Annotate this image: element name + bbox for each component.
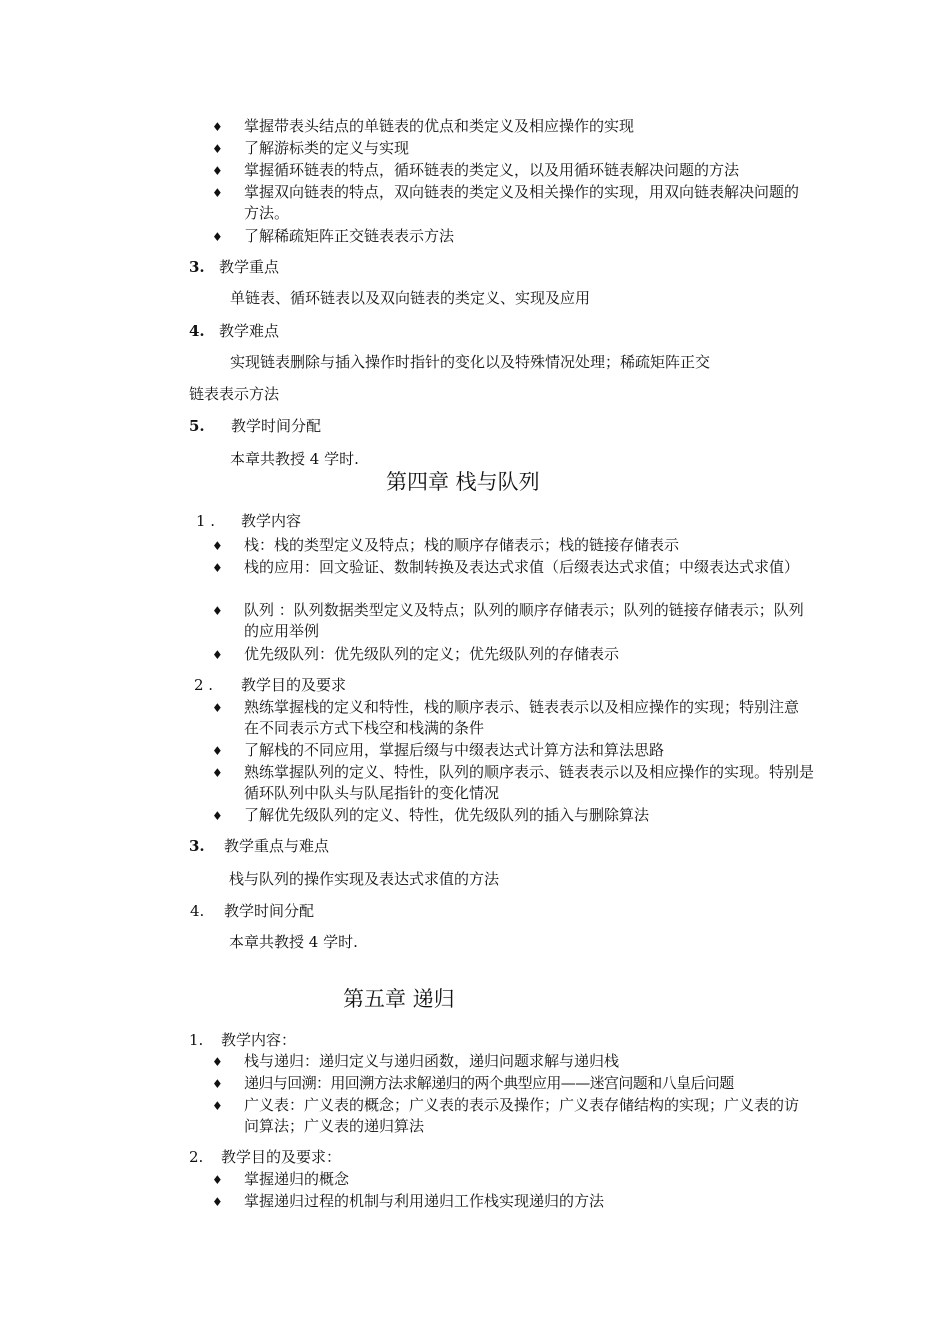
list-item: 了解稀疏矩阵正交链表表示方法 bbox=[244, 227, 455, 245]
bullet-icon: ♦ bbox=[212, 604, 223, 618]
list-item: 广义表：广义表的概念；广义表的表示及操作；广义表存储结构的实现；广义表的访问算法；广义表的递归算法 bbox=[244, 1096, 800, 1135]
list-item: 掌握递归过程的机制与利用递归工作栈实现递归的方法 bbox=[244, 1192, 605, 1210]
list-item: 了解游标类的定义与实现 bbox=[244, 139, 410, 157]
bullet-icon: ♦ bbox=[212, 766, 223, 780]
section-text: 本章共教授 4 学时. bbox=[229, 933, 358, 951]
section-number: 4. bbox=[190, 902, 205, 920]
section-heading: 教学重点与难点 bbox=[224, 837, 330, 855]
chapter-title: 第四章 栈与队列 bbox=[386, 470, 540, 494]
section-heading: 教学时间分配 bbox=[224, 902, 315, 920]
bullet-icon: ♦ bbox=[212, 120, 223, 134]
section-number: 3. bbox=[189, 258, 205, 276]
section-number: 1. bbox=[189, 1031, 204, 1049]
section-text: 栈与队列的操作实现及表达式求值的方法 bbox=[229, 870, 500, 888]
section-number: 3. bbox=[189, 837, 205, 855]
section-number: 2. bbox=[189, 1148, 204, 1166]
section-heading: 教学难点 bbox=[219, 322, 280, 340]
bullet-icon: ♦ bbox=[212, 561, 223, 575]
section-heading: 教学重点 bbox=[219, 258, 280, 276]
section-heading: 教学内容 bbox=[241, 512, 302, 530]
list-item: 掌握循环链表的特点，循环链表的类定义，以及用循环链表解决问题的方法 bbox=[244, 161, 740, 179]
section-text: 链表表示方法 bbox=[189, 385, 280, 403]
list-item: 熟练掌握队列的定义、特性，队列的顺序表示、链表表示以及相应操作的实现。特别是循环队列中队头与队尾指针的变化情况 bbox=[244, 763, 815, 802]
section-text: 单链表、循环链表以及双向链表的类定义、实现及应用 bbox=[230, 289, 591, 307]
list-item: 了解栈的不同应用，掌握后缀与中缀表达式计算方法和算法思路 bbox=[244, 741, 665, 759]
list-item: 队列 ：队列数据类型定义及特点；队列的顺序存储表示；队列的链接存储表示；队列的应用举例 bbox=[244, 601, 804, 640]
section-text: 本章共教授 4 学时. bbox=[230, 450, 359, 468]
bullet-icon: ♦ bbox=[212, 539, 223, 553]
bullet-icon: ♦ bbox=[212, 648, 223, 662]
chapter-title: 第五章 递归 bbox=[343, 987, 455, 1011]
section-heading: 教学时间分配 bbox=[231, 417, 322, 435]
bullet-icon: ♦ bbox=[212, 1077, 223, 1091]
list-item: 熟练掌握栈的定义和特性，栈的顺序表示、链表表示以及相应操作的实现；特别注意在不同表示方式下栈空和栈满的条件 bbox=[244, 698, 800, 737]
section-number: 1 . bbox=[196, 512, 216, 530]
bullet-icon: ♦ bbox=[212, 186, 223, 200]
section-heading: 教学目的及要求： bbox=[221, 1148, 342, 1166]
section-number: 4. bbox=[189, 322, 205, 340]
list-item: 栈：栈的类型定义及特点；栈的顺序存储表示；栈的链接存储表示 bbox=[244, 536, 680, 554]
section-text: 实现链表删除与插入操作时指针的变化以及特殊情况处理；稀疏矩阵正交 bbox=[230, 353, 711, 371]
list-item: 掌握递归的概念 bbox=[244, 1170, 350, 1188]
section-heading: 教学目的及要求 bbox=[241, 676, 347, 694]
bullet-icon: ♦ bbox=[212, 1055, 223, 1069]
bullet-icon: ♦ bbox=[212, 1173, 223, 1187]
list-item: 递归与回溯：用回溯方法求解递归的两个典型应用——迷宫问题和八皇后问题 bbox=[244, 1074, 734, 1092]
list-item: 掌握双向链表的特点，双向链表的类定义及相关操作的实现，用双向链表解决问题的方法。 bbox=[244, 183, 800, 222]
list-item: 掌握带表头结点的单链表的优点和类定义及相应操作的实现 bbox=[244, 117, 635, 135]
list-item: 优先级队列：优先级队列的定义；优先级队列的存储表示 bbox=[244, 645, 620, 663]
bullet-icon: ♦ bbox=[212, 142, 223, 156]
list-item: 了解优先级队列的定义、特性，优先级队列的插入与删除算法 bbox=[244, 806, 650, 824]
bullet-icon: ♦ bbox=[212, 1099, 223, 1113]
section-number: 2 . bbox=[194, 676, 214, 694]
bullet-icon: ♦ bbox=[212, 744, 223, 758]
section-heading: 教学内容： bbox=[221, 1031, 297, 1049]
bullet-icon: ♦ bbox=[212, 1195, 223, 1209]
section-number: 5. bbox=[189, 417, 205, 435]
bullet-icon: ♦ bbox=[212, 701, 223, 715]
list-item: 栈的应用：回文验证、数制转换及表达式求值（后缀表达式求值；中缀表达式求值） bbox=[244, 558, 800, 576]
bullet-icon: ♦ bbox=[212, 164, 223, 178]
list-item: 栈与递归：递归定义与递归函数，递归问题求解与递归栈 bbox=[244, 1052, 620, 1070]
bullet-icon: ♦ bbox=[212, 230, 223, 244]
bullet-icon: ♦ bbox=[212, 809, 223, 823]
